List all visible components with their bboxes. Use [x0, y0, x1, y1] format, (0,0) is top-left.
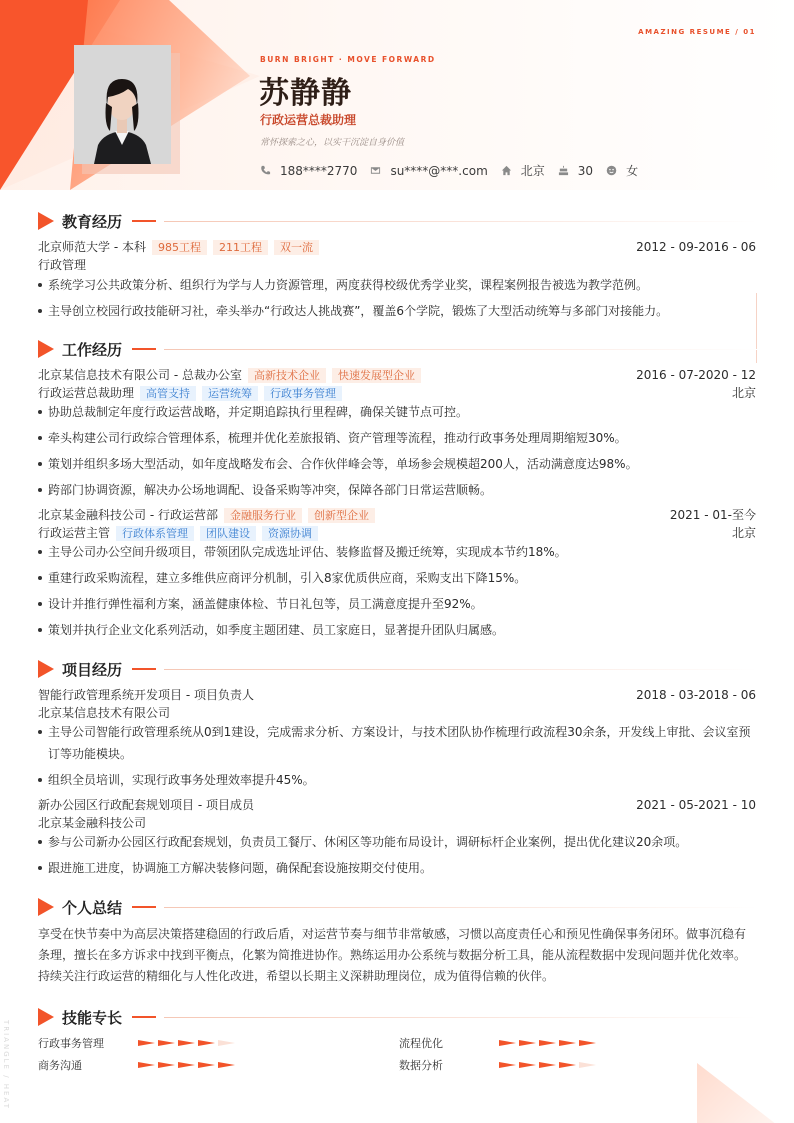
project-bullet: 参与公司新办公园区行政配套规划，负责员工餐厅、休闲区等功能布局设计，调研标杆企业案例，提出优化建议20余项。 [38, 831, 756, 853]
profile-photo [74, 45, 171, 164]
section-rule [164, 221, 758, 222]
title-dash [132, 668, 156, 670]
project-row [38, 687, 756, 703]
slogan: BURN BRIGHT · MOVE FORWARD [260, 55, 436, 64]
contact-city [501, 162, 545, 179]
triangle-marker-icon [38, 340, 54, 358]
skill-flag-empty [218, 1040, 235, 1046]
role-badge: 行政体系管理 [116, 526, 194, 541]
contact-age [558, 164, 593, 178]
job-bullet: 主导公司办公空间升级项目，带领团队完成选址评估、装修监督及搬迁统筹，实现成本节约18%。 [38, 541, 756, 563]
skill-flag-filled [138, 1040, 155, 1046]
school-badge: 211工程 [213, 240, 268, 255]
resume-tag: AMAZING RESUME / 01 [638, 28, 756, 36]
skill-name: 行政事务管理 [38, 1037, 104, 1050]
mail-icon [370, 165, 381, 176]
skill-level [499, 1040, 599, 1046]
job-bullet: 策划并执行企业文化系列活动，如季度主题团建、员工家庭日，显著提升团队归属感。 [38, 619, 756, 641]
skill-flag-filled [138, 1062, 155, 1068]
contact-gender [606, 162, 638, 179]
job-title: 行政运营总裁助理 [260, 113, 357, 127]
email-text: su****@***.com [390, 163, 488, 178]
skill-flag-filled [499, 1040, 516, 1046]
education-major [38, 257, 756, 273]
section-rule [164, 349, 758, 350]
motto: 常怀探索之心，以实干沉淀自身价值 [260, 138, 405, 148]
company-badge: 高新技术企业 [248, 368, 326, 383]
section-title: 教育经历 [62, 212, 123, 231]
summary-line: 条理，擅长在多方诉求中找到平衡点，化繁为简推进协作。熟练运用办公系统与数据分析工具，能从流程数据中发现问题并优化效率。 [38, 948, 747, 962]
section-title: 工作经历 [62, 340, 123, 359]
age-text: 30 [577, 163, 594, 178]
skill-flag-filled [539, 1040, 556, 1046]
skill-flag-filled [559, 1040, 576, 1046]
summary-line: 享受在快节奏中为高层决策搭建稳固的行政后盾，对运营节奏与细节非常敏感，习惯以高度责任心和预见性确保事务闭环。做事沉稳有 [38, 927, 747, 941]
role-badge: 行政事务管理 [264, 386, 342, 401]
role-badge: 高管支持 [140, 386, 196, 401]
job-date: 2021 - 01-至今 [669, 508, 756, 522]
skill-flag-filled [178, 1062, 195, 1068]
triangle-marker-icon [38, 660, 54, 678]
job-bullet: 策划并组织多场大型活动，如年度战略发布会、合作伙伴峰会等，单场参会规模超200人，活动满意度达98%。 [38, 453, 756, 475]
side-watermark: TRIANGLE / HEAT [2, 1020, 10, 1110]
role-name: 行政运营总裁助理 [38, 386, 135, 400]
education-school-row [38, 239, 756, 255]
skill-level [138, 1062, 238, 1068]
skill-item [38, 1035, 238, 1051]
skill-flag-filled [158, 1040, 175, 1046]
company-badge: 创新型企业 [308, 508, 375, 523]
section-rule [164, 1017, 758, 1018]
title-dash [132, 348, 156, 350]
project-date: 2018 - 03-2018 - 06 [636, 688, 756, 702]
job-role-row [38, 525, 756, 541]
skill-name: 商务沟通 [38, 1059, 82, 1072]
project-bullet-line: 主导公司智能行政管理系统从0到1建设，完成需求分析、方案设计，与技术团队协作梳理行政流程30余条，开发线上审批、会议室预 [48, 725, 751, 739]
job-bullet: 设计并推行弹性福利方案，涵盖健康体检、节日礼包等，员工满意度提升至92%。 [38, 593, 756, 615]
role-badge: 资源协调 [262, 526, 318, 541]
person-icon [606, 165, 617, 176]
education-date: 2012 - 09-2016 - 06 [636, 240, 756, 254]
job-company-row [38, 507, 756, 523]
company-badge: 快速发展型企业 [332, 368, 421, 383]
triangle-marker-icon [38, 1008, 54, 1026]
skill-level [138, 1040, 238, 1046]
title-dash [132, 1016, 156, 1018]
skill-flag-filled [539, 1062, 556, 1068]
skill-flag-filled [218, 1062, 235, 1068]
candidate-name: 苏静静 [259, 76, 352, 111]
major-text: 行政管理 [38, 258, 87, 272]
company-name: 北京某信息技术有限公司 - 总裁办公室 [38, 368, 242, 382]
title-dash [132, 906, 156, 908]
skill-flag-empty [579, 1062, 596, 1068]
skill-flag-filled [579, 1040, 596, 1046]
skill-flag-filled [499, 1062, 516, 1068]
project-name: 新办公园区行政配套规划项目 - 项目成员 [38, 798, 254, 812]
skill-flag-filled [519, 1040, 536, 1046]
project-bullet [38, 721, 756, 765]
school-name: 北京师范大学 - 本科 [38, 240, 146, 254]
project-name: 智能行政管理系统开发项目 - 项目负责人 [38, 688, 254, 702]
triangle-marker-icon [38, 212, 54, 230]
contact-email [370, 164, 487, 178]
education-bullet: 主导创立校园行政技能研习社，牵头举办“行政达人挑战赛”，覆盖6个学院，锻炼了大型活动统筹与多部门对接能力。 [38, 300, 756, 322]
skill-name: 流程优化 [399, 1037, 443, 1050]
job-date: 2016 - 07-2020 - 12 [636, 368, 756, 382]
skill-flag-filled [178, 1040, 195, 1046]
skill-item [399, 1035, 599, 1051]
education-bullet: 系统学习公共政策分析、组织行为学与人力资源管理，两度获得校级优秀学业奖，课程案例报告被选为教学范例。 [38, 274, 756, 296]
job-bullet: 跨部门协调资源，解决办公场地调配、设备采购等冲突，保障各部门日常运营顺畅。 [38, 479, 756, 501]
skill-level [499, 1062, 599, 1068]
school-badge: 985工程 [152, 240, 207, 255]
job-company-row [38, 367, 756, 383]
title-dash [132, 220, 156, 222]
summary-line: 持续关注行政运营的精细化与人性化改进，希望以长期主义深耕助理岗位，成为值得信赖的伙伴。 [38, 969, 555, 983]
school-badge: 双一流 [274, 240, 319, 255]
project-org [38, 705, 756, 721]
company-badge: 金融服务行业 [224, 508, 302, 523]
portrait-illustration [74, 45, 171, 164]
corner-triangle [697, 1063, 794, 1123]
contact-phone [260, 164, 357, 178]
section-skills-header [38, 1006, 758, 1028]
phone-icon [260, 165, 271, 176]
city-text: 北京 [520, 164, 545, 178]
project-org-text: 北京某金融科技公司 [38, 816, 147, 830]
project-date: 2021 - 05-2021 - 10 [636, 798, 756, 812]
section-title: 个人总结 [62, 898, 123, 917]
gender-text: 女 [626, 164, 639, 178]
section-rule [164, 907, 758, 908]
job-bullet: 重建行政采购流程，建立多维供应商评分机制，引入8家优质供应商，采购支出下降15%。 [38, 567, 756, 589]
project-org-text: 北京某信息技术有限公司 [38, 706, 171, 720]
home-icon [501, 165, 512, 176]
section-work-header [38, 338, 758, 360]
project-bullet: 组织全员培训，实现行政事务处理效率提升45%。 [38, 769, 756, 791]
project-bullet-line: 订等功能模块。 [48, 747, 133, 761]
project-bullet: 跟进施工进度，协调施工方解决装修问题，确保配套设施按期交付使用。 [38, 857, 756, 879]
section-title: 技能专长 [62, 1008, 123, 1027]
section-education-header [38, 210, 758, 232]
job-bullet: 牵头构建公司行政综合管理体系，梳理并优化差旅报销、资产管理等流程，推动行政事务处理周期缩短30%。 [38, 427, 756, 449]
skill-item [399, 1057, 599, 1073]
project-row [38, 797, 756, 813]
job-role-row [38, 385, 756, 401]
project-org [38, 815, 756, 831]
job-location: 北京 [731, 386, 756, 400]
phone-text: 188****2770 [280, 163, 358, 178]
section-projects-header [38, 658, 758, 680]
contact-row [260, 162, 651, 179]
section-title: 项目经历 [62, 660, 123, 679]
skill-flag-filled [519, 1062, 536, 1068]
role-badge: 团队建设 [200, 526, 256, 541]
cake-icon [558, 165, 569, 176]
skill-name: 数据分析 [399, 1059, 443, 1072]
company-name: 北京某金融科技公司 - 行政运营部 [38, 508, 218, 522]
job-bullet: 协助总裁制定年度行政运营战略，并定期追踪执行里程碑，确保关键节点可控。 [38, 401, 756, 423]
summary-text [38, 924, 756, 987]
section-rule [164, 669, 758, 670]
skill-flag-filled [198, 1062, 215, 1068]
role-badge: 运营统筹 [202, 386, 258, 401]
role-name: 行政运营主管 [38, 526, 111, 540]
triangle-marker-icon [38, 898, 54, 916]
skill-item [38, 1057, 238, 1073]
skill-flag-filled [158, 1062, 175, 1068]
skill-flag-filled [559, 1062, 576, 1068]
section-summary-header [38, 896, 758, 918]
skill-flag-filled [198, 1040, 215, 1046]
job-location: 北京 [731, 526, 756, 540]
